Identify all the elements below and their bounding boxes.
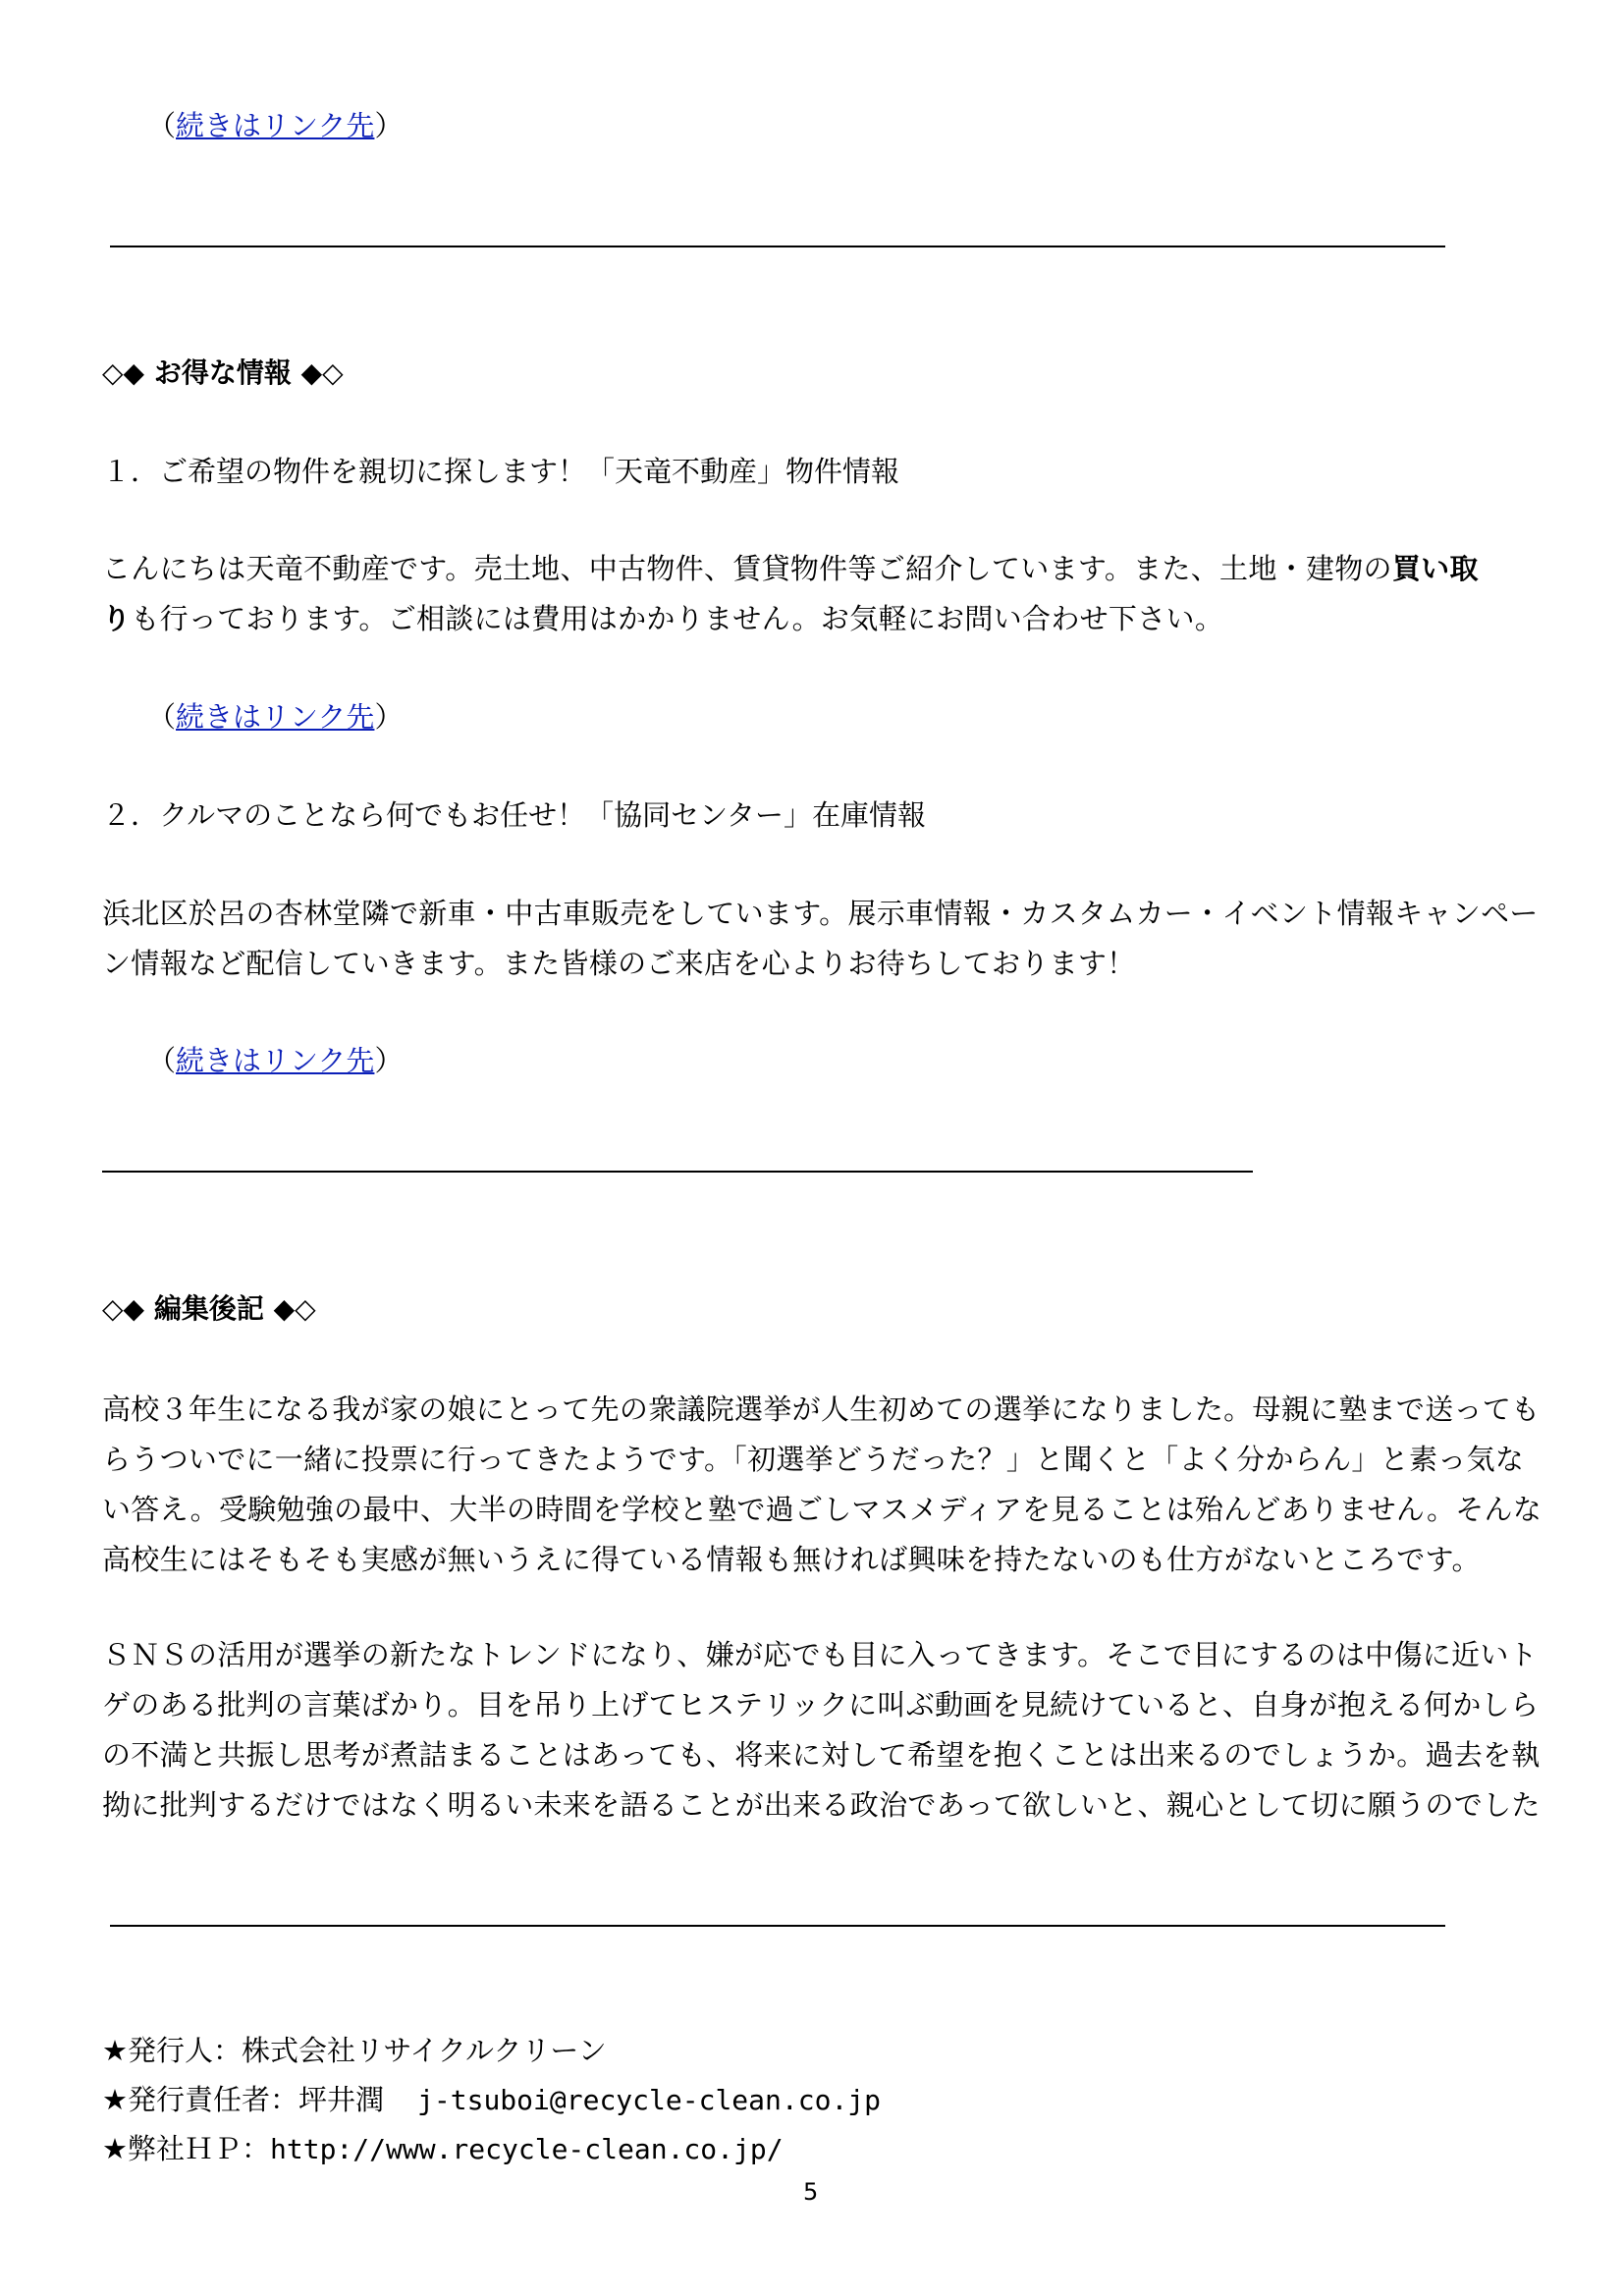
deals-item1-body bbox=[102, 544, 1536, 644]
editorial-p2-line4: 拗に批判するだけではなく明るい未来を語ることが出来る政治であって欲しいと、親心として切に願うのでした bbox=[102, 1788, 1541, 1822]
close-paren: ） bbox=[374, 700, 404, 734]
deals-item2-title: ２．クルマのことなら何でもお任せ！「協同センター」在庫情報 bbox=[102, 798, 926, 832]
deals-item1-line1 bbox=[102, 544, 1536, 594]
open-paren: （ bbox=[147, 109, 177, 142]
deals-item1-line1-text: こんにちは天竜不動産です。売土地、中古物件、賃貸物件等ご紹介しています。また、土地・建物の bbox=[102, 552, 1392, 585]
divider-top bbox=[110, 246, 1445, 247]
open-paren: （ bbox=[147, 1044, 177, 1077]
continue-link-1[interactable]: 続きはリンク先 bbox=[176, 700, 375, 734]
deals-item2-body bbox=[102, 889, 1539, 989]
editorial-p1-line1: 高校３年生になる我が家の娘にとって先の衆議院選挙が人生初めての選挙になりました。母親に塾まで送っても bbox=[102, 1393, 1541, 1426]
editorial-p2-line2: ゲのある批判の言葉ばかり。目を吊り上げてヒステリックに叫ぶ動画を見続けていると、自身が抱える何かしら bbox=[102, 1688, 1540, 1722]
publisher-value: 株式会社リサイクルクリーン bbox=[242, 2034, 607, 2067]
editorial-p2-line1: ＳＮＳの活用が選挙の新たなトレンドになり、嫌が応でも目に入ってきます。そこで目にするのは中傷に近いト bbox=[102, 1638, 1538, 1671]
continue-link-line-1 bbox=[147, 697, 403, 737]
editor-name: 坪井潤 bbox=[298, 2083, 385, 2116]
footer-editor bbox=[102, 2080, 881, 2120]
open-paren: （ bbox=[147, 700, 177, 734]
deals-item1-line2-bold: り bbox=[102, 602, 132, 635]
deals-item1-line1-bold: 買い取 bbox=[1391, 552, 1479, 585]
footer-homepage bbox=[102, 2129, 784, 2169]
editorial-paragraph-1 bbox=[102, 1385, 1542, 1585]
deals-item1-line2 bbox=[102, 594, 1536, 644]
deals-item2-line1: 浜北区於呂の杏林堂隣で新車・中古車販売をしています。展示車情報・カスタムカー・イベント情報キャンペー bbox=[102, 897, 1539, 930]
deals-item1-line2-text: も行っております。ご相談には費用はかかりません。お気軽にお問い合わせ下さい。 bbox=[131, 602, 1224, 635]
hp-url[interactable]: http://www.recycle-clean.co.jp/ bbox=[270, 2133, 784, 2165]
editorial-p1-line3: い答え。受験勉強の最中、大半の時間を学校と塾で過ごしマスメディアを見ることは殆んどありません。そんな bbox=[102, 1493, 1542, 1526]
hp-label: ★弊社ＨＰ： bbox=[102, 2132, 270, 2165]
continue-link-2[interactable]: 続きはリンク先 bbox=[176, 1044, 375, 1077]
editor-label: ★発行責任者： bbox=[102, 2083, 298, 2116]
deals-item2-line2: ン情報など配信していきます。また皆様のご来店を心よりお待ちしております！ bbox=[102, 947, 1136, 980]
divider-middle bbox=[102, 1171, 1253, 1173]
close-paren: ） bbox=[374, 1044, 404, 1077]
divider-bottom bbox=[110, 1925, 1445, 1927]
continue-link-line-top bbox=[147, 106, 403, 145]
editorial-p2-line3: の不満と共振し思考が煮詰まることはあっても、将来に対して希望を抱くことは出来るのでしょうか。過去を執 bbox=[102, 1738, 1541, 1772]
editorial-paragraph-2 bbox=[102, 1630, 1541, 1831]
footer-publisher bbox=[102, 2031, 607, 2070]
editorial-heading: ◇◆ 編集後記 ◆◇ bbox=[102, 1292, 316, 1325]
deals-item1-title: １．ご希望の物件を親切に探します！「天竜不動産」物件情報 bbox=[102, 455, 900, 488]
publisher-label: ★発行人： bbox=[102, 2034, 242, 2067]
continue-link-top[interactable]: 続きはリンク先 bbox=[176, 109, 375, 142]
editorial-p1-line4: 高校生にはそもそも実感が無いうえに得ている情報も無ければ興味を持たないのも仕方がないところです。 bbox=[102, 1543, 1481, 1576]
continue-link-line-2 bbox=[147, 1041, 403, 1080]
editorial-p1-line2: らうついでに一緒に投票に行ってきたようです。「初選挙どうだった？」と聞くと「よく分からん」と素っ気な bbox=[102, 1443, 1525, 1476]
deals-heading: ◇◆ お得な情報 ◆◇ bbox=[102, 356, 344, 389]
page-number: 5 bbox=[803, 2178, 819, 2206]
close-paren: ） bbox=[374, 109, 404, 142]
editor-email[interactable]: j-tsuboi@recycle-clean.co.jp bbox=[417, 2084, 882, 2116]
